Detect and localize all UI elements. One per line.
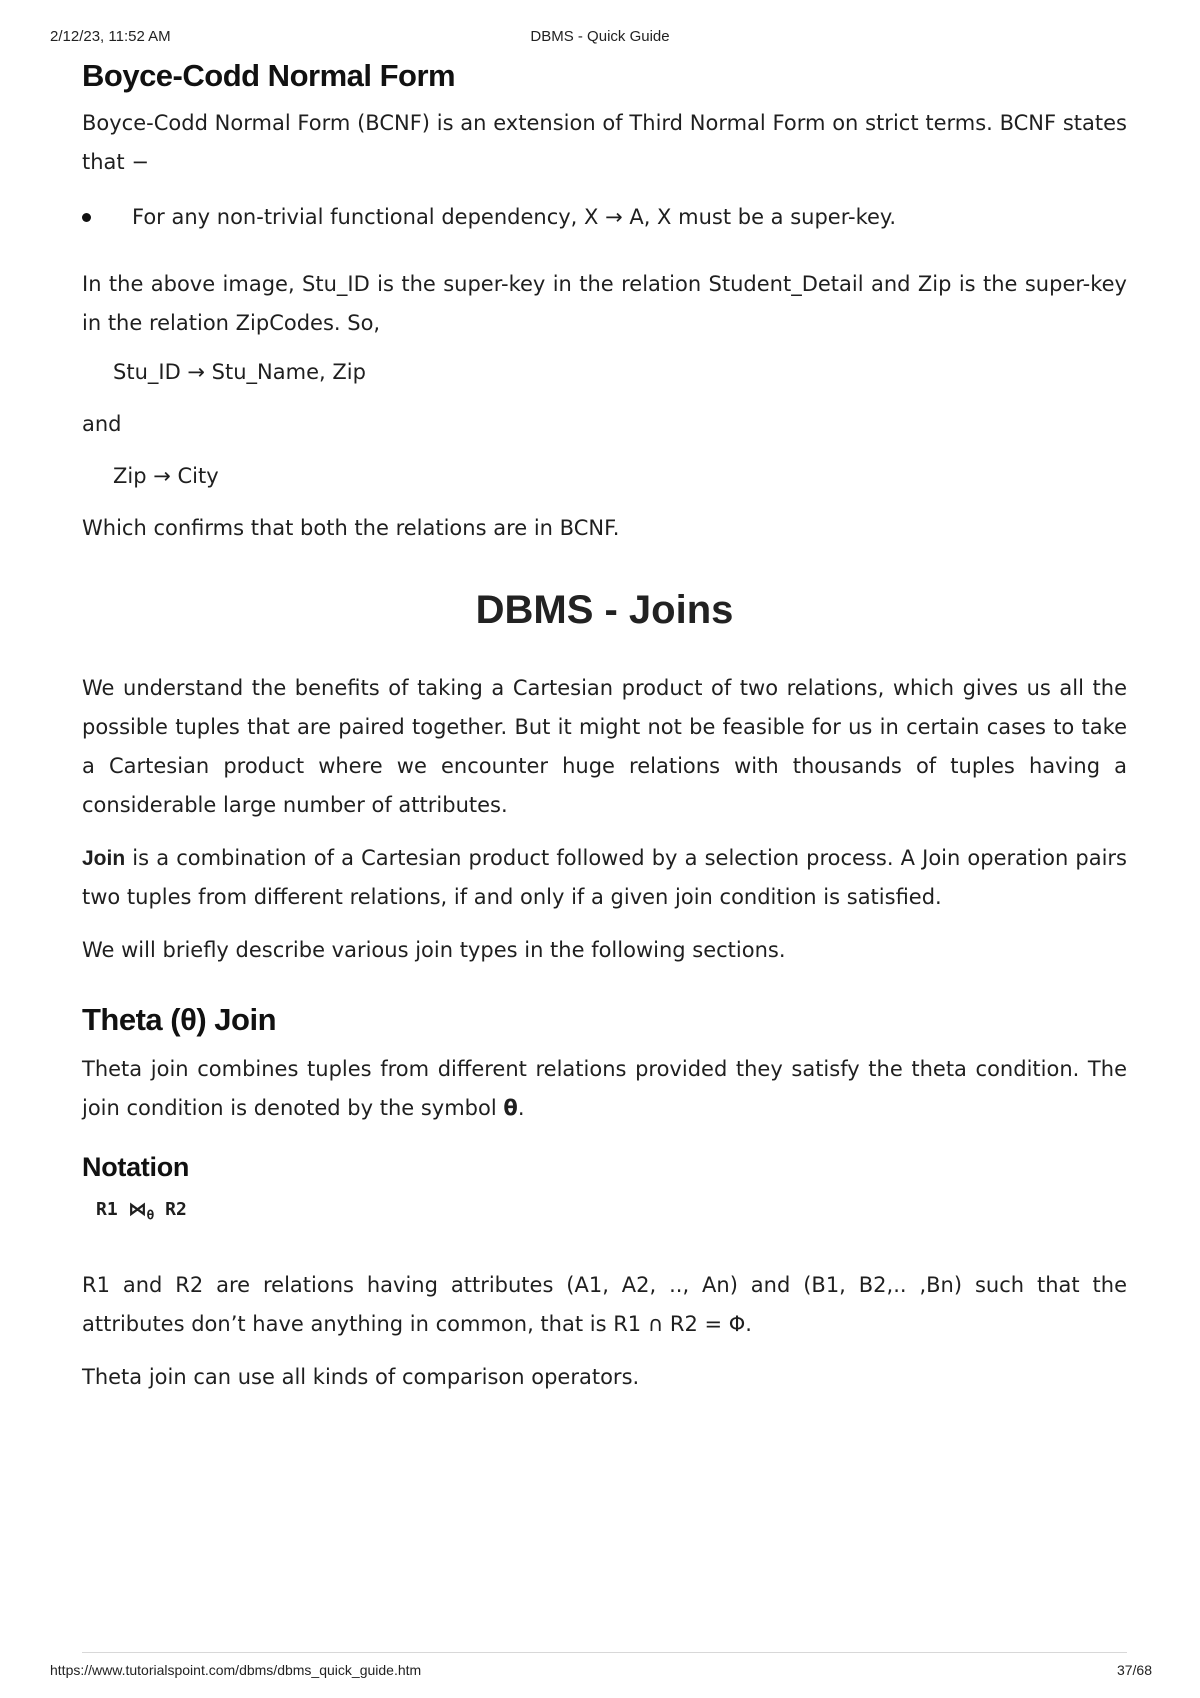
bcnf-heading: Boyce-Codd Normal Form — [82, 58, 456, 93]
theta-attributes: R1 and R2 are relations having attributes (A1, A2, .., An) and (B1, B2,.. ,Bn) such that the attributes don’t have anything in common, that is R1 ∩ R2 = Φ. — [82, 1272, 1127, 1336]
notation-heading: Notation — [82, 1152, 190, 1182]
bcnf-dependency-2: Zip → City — [113, 464, 219, 488]
footer-divider — [82, 1652, 1127, 1653]
theta-join-description — [82, 1050, 1127, 1128]
notation-right: R2 — [154, 1199, 187, 1220]
join-definition-text: is a combination of a Cartesian product followed by a selection process. A Join operation pairs two tuples from different relations, if and only if a given join condition is satisfied. — [82, 846, 1127, 909]
bcnf-dependency-1: Stu_ID → Stu_Name, Zip — [113, 360, 366, 384]
list-item — [82, 198, 1127, 237]
chapter-title: DBMS - Joins — [475, 588, 734, 632]
footer-url: https://www.tutorialspoint.com/dbms/dbms_quick_guide.htm — [50, 1662, 422, 1678]
theta-join-heading: Theta (θ) Join — [82, 1002, 277, 1037]
theta-operators: Theta join can use all kinds of comparison operators. — [82, 1364, 640, 1389]
page-number: 37/68 — [1116, 1662, 1152, 1678]
bullet-icon — [82, 213, 91, 222]
theta-desc-end: . — [517, 1096, 525, 1120]
join-definition — [82, 839, 1127, 917]
join-term: Join — [82, 847, 126, 870]
theta-desc-text: Theta join combines tuples from different relations provided they satisfy the theta condition. The join condition is denoted by the symbol — [82, 1057, 1127, 1120]
bcnf-conclusion: Which confirms that both the relations are in BCNF. — [82, 516, 620, 540]
page-content — [82, 58, 1127, 1397]
bcnf-explain: In the above image, Stu_ID is the super-key in the relation Student_Detail and Zip is the super-key in the relation ZipCodes. So, — [82, 272, 1127, 335]
bcnf-bullet-text: For any non-trivial functional dependency, X → A, X must be a super-key. — [132, 205, 897, 229]
joins-overview: We will briefly describe various join types in the following sections. — [82, 938, 786, 962]
bcnf-intro: Boyce-Codd Normal Form (BCNF) is an extension of Third Normal Form on strict terms. BCNF states that − — [82, 111, 1127, 174]
notation-sub: θ — [146, 1208, 155, 1224]
notation-formula — [82, 1195, 1127, 1232]
notation-left: R1 ⋈ — [96, 1199, 147, 1220]
theta-symbol: θ — [503, 1096, 518, 1120]
bcnf-bullet-list — [82, 198, 1127, 237]
joins-intro: We understand the benefits of taking a Cartesian product of two relations, which gives us all the possible tuples that are paired together. But it might not be feasible for us in certain cases to take a Cartesian product where we encounter huge relations with thousands of tuples having a considerable large number of attributes. — [82, 676, 1127, 817]
bcnf-and: and — [82, 412, 122, 436]
print-title: DBMS - Quick Guide — [530, 28, 670, 45]
print-date: 2/12/23, 11:52 AM — [50, 28, 171, 45]
